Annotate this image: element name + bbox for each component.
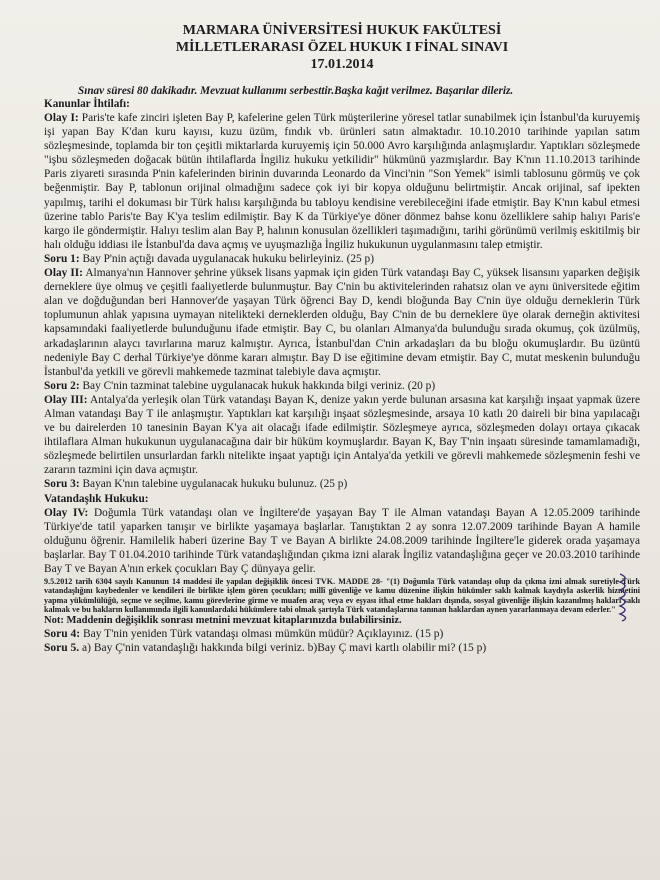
section-kanunlar-ihtilafi: Kanunlar İhtilafı: xyxy=(44,98,130,110)
case-3-label: Olay III: xyxy=(44,393,88,406)
case-1 xyxy=(44,111,640,252)
question-1 xyxy=(44,252,640,266)
question-4-text: Bay T'nin yeniden Türk vatandaşı olması mümkün müdür? Açıklayınız. (15 p) xyxy=(82,628,444,641)
case-2-text: Almanya'nın Hannover şehrine yüksek lisans yapmak için giden Türk vatandaşı Bay C, yüksek lisansını yaparken değişik derneklere üye olmuş ve çeşitli faaliyetlerde bulunmuştur. Bay C'nin bu aktivitelerinden rahatsız olan ve aynı üniversitede eğitim alan ve doğduğundan beri Hannover'de yaşayan Türk öğrenci Bay D, kendi bloğunda Bay C'nin üye olduğu derneklerin Türk toplumunun ahlak yapısına uymayan nitelikteki derneklerden olduğu, Bay C'nin de bu derneklere üye olarak derneğin aktivitesi kapsamındaki faaliyetlerde bulunduğunu ifade etmiştir. Bay C, bu olanları Almanya'da bulunduğu sırada okumuş, çok üzülmüş, arkadaşlarının alaycı tavırlarına maruz kalmıştır. Ayrıca, İstanbul'dan C'nin arkadaşları da bu bloğu okumuşlardır. Bu üzüntü nedeniyle Bay C derhal Türkiye'ye dönme kararı almıştır. Bay D ise eğitimine devam etmiştir. Bay C, mutat meskenin bulunduğu İstanbul'da yetkili ve görevli mahkemede tazminat talebiyle dava açmıştır. xyxy=(44,267,641,378)
question-3 xyxy=(44,477,640,491)
case-3-text: Antalya'da yerleşik olan Türk vatandaşı Bayan K, denize yakın yerde bulunan arsasına kat karşılığı inşaat yapmak üzere Alman vatandaşı Bay T ile anlaşmıştır. Yaptıkları kat karşılığı inşaat sözleşmesinde, arsaya 10 katlı 20 daireli bir bina yapılacağı ve bu dairelerden 10 tanesinin Bayan K'ya ait olacağı ifade edilmiştir. Sözleşmeye ayrıca, sözleşmeden dolayı ortaya çıkacak ihtilaflara Alman hukukunun uygulanacağına dair bir hüküm koymuşlardır. Bayan K, Bay T'nin inşaatı süresinde tamamlamadığı, sözleşmede belirtilen unsurlardan farklı nitelikte inşaat yaptığı için Antalya'da yetkili ve görevli mahkemede sözleşmenin feshi ve zararın tazmini için dava açmıştır. xyxy=(44,393,640,477)
question-5-text: a) Bay Ç'nin vatandaşlığı hakkında bilgi veriniz. b)Bay Ç mavi kartlı olabilir mi? (15 p) xyxy=(82,642,487,655)
exam-date: 17.01.2014 xyxy=(310,57,374,72)
question-2-text: Bay C'nin tazminat talebine uygulanacak hukuk hakkında bilgi veriniz. (20 p) xyxy=(82,379,436,392)
exam-instructions: Sınav süresi 80 dakikadır. Mevzuat kullanımı serbesttir.Başka kağıt verilmez. Başarılar dileriz. xyxy=(78,85,514,97)
case-2-label: Olay II: xyxy=(44,267,83,280)
law-excerpt xyxy=(44,577,640,614)
exam-title: MİLLETLERARASI ÖZEL HUKUK I FİNAL SINAVI xyxy=(175,40,509,55)
question-5-label: Soru 5. xyxy=(44,642,80,655)
case-4 xyxy=(44,506,640,576)
case-1-label: Olay I: xyxy=(44,112,79,124)
case-2 xyxy=(44,266,640,379)
question-1-text: Bay P'nin açtığı davada uygulanacak hukuku belirleyiniz. (25 p) xyxy=(82,252,375,265)
question-3-label: Soru 3: xyxy=(44,478,80,491)
exam-body xyxy=(44,111,640,576)
question-4 xyxy=(44,627,640,641)
university-title: MARMARA ÜNİVERSİTESİ HUKUK FAKÜLTESİ xyxy=(182,23,502,38)
law-excerpt-heading: 9.5.2012 tarih 6304 sayılı Kanunun 14 maddesi ile yapılan değişiklik öncesi TVK. MADDE 28- xyxy=(44,577,383,587)
question-2 xyxy=(44,379,640,393)
question-4-label: Soru 4: xyxy=(44,628,81,641)
case-4-text: Doğumla Türk vatandaşı olan ve İngiltere'de yaşayan Bay T ile Alman vatandaşı Bayan A 12.05.2009 tarihinde Türkiye'de tatil yaparken tanışır ve birlikte yaşamaya başlarlar. Tanıştıktan 2 ay sonra 12.07.2009 tarihinde Bayan A hamile olduğunu öğrenir. Hamilelik haberi üzerine Bay T ve Bayan A birlikte 24.08.2009 tarihinde İngiltere'le giderek orada yaşamaya başlarlar. Bay T 01.04.2010 tarihinde Türk vatandaşlığından çıkma izni alarak İngiliz vatandaşlığına geçer ve 20.03.2010 tarihinde Bay T ve Bayan A'nın erkek çocukları Bay Ç dünyaya gelir. xyxy=(44,506,641,575)
note xyxy=(44,615,640,627)
question-5 xyxy=(44,641,640,655)
question-2-label: Soru 2: xyxy=(44,379,80,392)
case-3 xyxy=(44,393,640,478)
note-label: Not: xyxy=(44,615,64,627)
question-3-text: Bayan K'nın talebine uygulanacak hukuku bulunuz. (25 p) xyxy=(82,478,348,491)
law-excerpt-text: "(1) Doğumla Türk vatandaşı olup da çıkma izni almak suretiyle Türk vatandaşlığını kaybedenler ve kendileri ile birlikte işlem gören çocukları; millî güvenliğe ve kamu düzenine ilişkin hükümler saklı kalmak kaydıyla askerlik hizmetini yapma yükümlülüğü, seçme ve seçilme, kamu görevlerine girme ve muafen araç veya ev eşyası ithal etme hakları dışında, sosyal güvenliğe ilişkin kazanılmış hakları saklı kalmak ve bu hakların kullanımında ilgili kanunlardaki hükümlere tabi olmak şartıyla Türk vatandaşlarına tanınan haklardan aynen yararlanmaya devam ederler." xyxy=(44,577,640,614)
margin-scribble-icon xyxy=(616,572,632,622)
note-text: Maddenin değişiklik sonrası metnini mevzuat kitaplarınızda bulabilirsiniz. xyxy=(66,615,402,627)
exam-header xyxy=(44,22,640,73)
question-1-label: Soru 1: xyxy=(44,252,80,265)
case-4-label: Olay IV: xyxy=(44,506,89,519)
section-vatandaslik-hukuku: Vatandaşlık Hukuku: xyxy=(44,492,149,505)
case-1-text: Paris'te kafe zinciri işleten Bay P, kafelerine gelen Türk müşterilerine yöresel tatlar sunabilmek için İstanbul'da kuruyemiş işi yapan Bay K'dan kuru kayısı, kuzu üzüm, fındık vb. ürünleri satın almaktadır. 10.10.2010 tarihinde yapılan satım sözleşmesinde, toplamda bir ton çeşitli miktarlarda kuruyemiş için 50.000 Avro karşılığında anlaşmışlardır. Yaptıkları sözleşmede "işbu sözleşmeden doğacak bütün ihtilaflarda İngiliz hukuku yetkilidir" hükmünü yazmışlardır. Bay K'nın 11.10.2013 tarihinde Paris ziyareti sırasında P'nin kafelerinden birinin duvarında Leonardo da Vinci'nin "Son Yemek" isimli tablosunu görmüş ve çok beğenmiştir. Bay P, tablonun orijinal olmadığını sadece çok iyi bir kopya olduğunu belirtmiştir. Ancak orijinal, saf ipekten yapılmış, tarihi el dokuması bir Türk halısı karşılığında bu tabloyu kendisine verebileceğini ifade etmiştir. Bay K'nın kabul etmesi üzerine tablo Paris'te Bay K'ya teslim edilmiştir. Bay K da Türkiye'ye döner dönmez bahse konu özelliklere sahip halıyı Paris'e kargo ile göndermiştir. Halıyı teslim alan Bay P, halının konusulan özellikleri taşımadığını, tarihi görünümü verilmiş eskitilmiş bir halı olduğu iddiası ile İstanbul'da dava açmış ve uyuşmazlığa İngiliz hukukunun uygulanmasını talep etmiştir. xyxy=(44,112,640,251)
